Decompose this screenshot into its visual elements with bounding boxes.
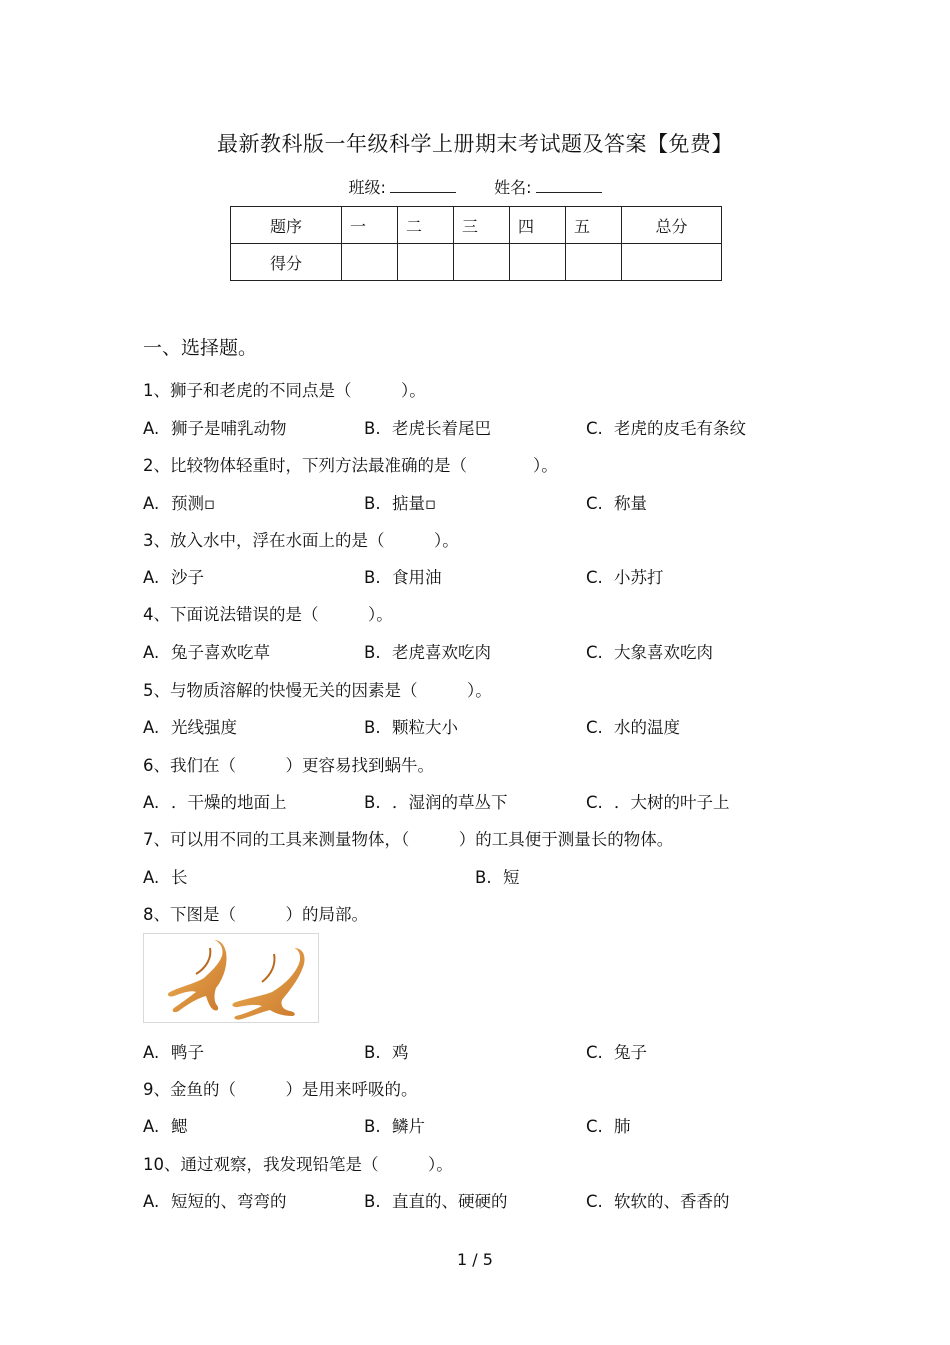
option-a: A. 兔子喜欢吃草 — [143, 643, 270, 662]
option-b: B. 颗粒大小 — [364, 718, 458, 737]
option-a: A. 鸭子 — [143, 1043, 204, 1062]
name-blank — [536, 178, 602, 193]
chicken-feet-icon — [144, 934, 318, 1022]
option-c: C. 大象喜欢吃肉 — [586, 643, 713, 662]
option-b: B. ．湿润的草丛下 — [364, 793, 508, 812]
option-c: C. 小苏打 — [586, 568, 664, 587]
question-2: 2、比较物体轻重时，下列方法最准确的是（ ）。 — [143, 456, 558, 475]
header-cell: 二 — [398, 207, 454, 244]
score-cell — [454, 244, 510, 281]
option-a: A. 长 — [143, 868, 188, 887]
option-a: A. 沙子 — [143, 568, 204, 587]
section-heading: 一、选择题。 — [143, 337, 258, 359]
question-5: 5、与物质溶解的快慢无关的因素是（ ）。 — [143, 681, 492, 700]
option-c: C. 水的温度 — [586, 718, 680, 737]
question-7: 7、可以用不同的工具来测量物体，（ ）的工具便于测量长的物体。 — [143, 830, 674, 849]
question-6: 6、我们在（ ）更容易找到蜗牛。 — [143, 756, 434, 775]
option-c: C. ．大树的叶子上 — [586, 793, 730, 812]
row-label: 得分 — [231, 244, 342, 281]
score-cell — [510, 244, 566, 281]
question-9: 9、金鱼的（ ）是用来呼吸的。 — [143, 1080, 418, 1099]
question-3: 3、放入水中，浮在水面上的是（ ）。 — [143, 531, 459, 550]
student-info — [0, 175, 950, 198]
option-a: A. 光线强度 — [143, 718, 237, 737]
option-b: B. 老虎喜欢吃肉 — [364, 643, 491, 662]
option-a: A. 短短的、弯弯的 — [143, 1192, 287, 1211]
header-cell: 三 — [454, 207, 510, 244]
option-c: C. 老虎的皮毛有条纹 — [586, 419, 746, 438]
option-a: A. 鳃 — [143, 1117, 188, 1136]
option-b: B. 老虎长着尾巴 — [364, 419, 491, 438]
score-row — [231, 244, 722, 281]
option-a: A. 狮子是哺乳动物 — [143, 419, 287, 438]
class-blank — [390, 178, 456, 193]
option-c: C. 兔子 — [586, 1043, 647, 1062]
score-cell — [566, 244, 622, 281]
option-b: B. 短 — [475, 868, 520, 887]
option-c: C. 称量 — [586, 494, 647, 513]
score-cell — [342, 244, 398, 281]
score-cell — [622, 244, 722, 281]
score-table — [230, 206, 722, 281]
page-number: 1 / 5 — [457, 1250, 493, 1269]
option-b: B. 鳞片 — [364, 1117, 425, 1136]
option-b: B. 鸡 — [364, 1043, 409, 1062]
option-c: C. 肺 — [586, 1117, 631, 1136]
header-cell: 五 — [566, 207, 622, 244]
option-a: A. 预测▫ — [143, 494, 216, 513]
score-header-row — [231, 207, 722, 244]
header-cell: 题序 — [231, 207, 342, 244]
option-c: C. 软软的、香香的 — [586, 1192, 730, 1211]
header-cell: 四 — [510, 207, 566, 244]
question-4: 4、下面说法错误的是（ ）。 — [143, 605, 393, 624]
option-b: B. 掂量▫ — [364, 494, 437, 513]
question-8: 8、下图是（ ）的局部。 — [143, 905, 368, 924]
class-label: 班级: — [348, 178, 386, 197]
option-b: B. 直直的、硬硬的 — [364, 1192, 508, 1211]
header-cell: 一 — [342, 207, 398, 244]
page-title: 最新教科版一年级科学上册期末考试题及答案【免费】 — [217, 132, 733, 156]
header-cell: 总分 — [622, 207, 722, 244]
option-a: A. ．干燥的地面上 — [143, 793, 287, 812]
question-10: 10、通过观察，我发现铅笔是（ ）。 — [143, 1155, 453, 1174]
score-cell — [398, 244, 454, 281]
option-b: B. 食用油 — [364, 568, 442, 587]
question-1: 1、狮子和老虎的不同点是（ ）。 — [143, 381, 426, 400]
name-label: 姓名: — [494, 178, 532, 197]
chicken-feet-image — [143, 933, 319, 1023]
